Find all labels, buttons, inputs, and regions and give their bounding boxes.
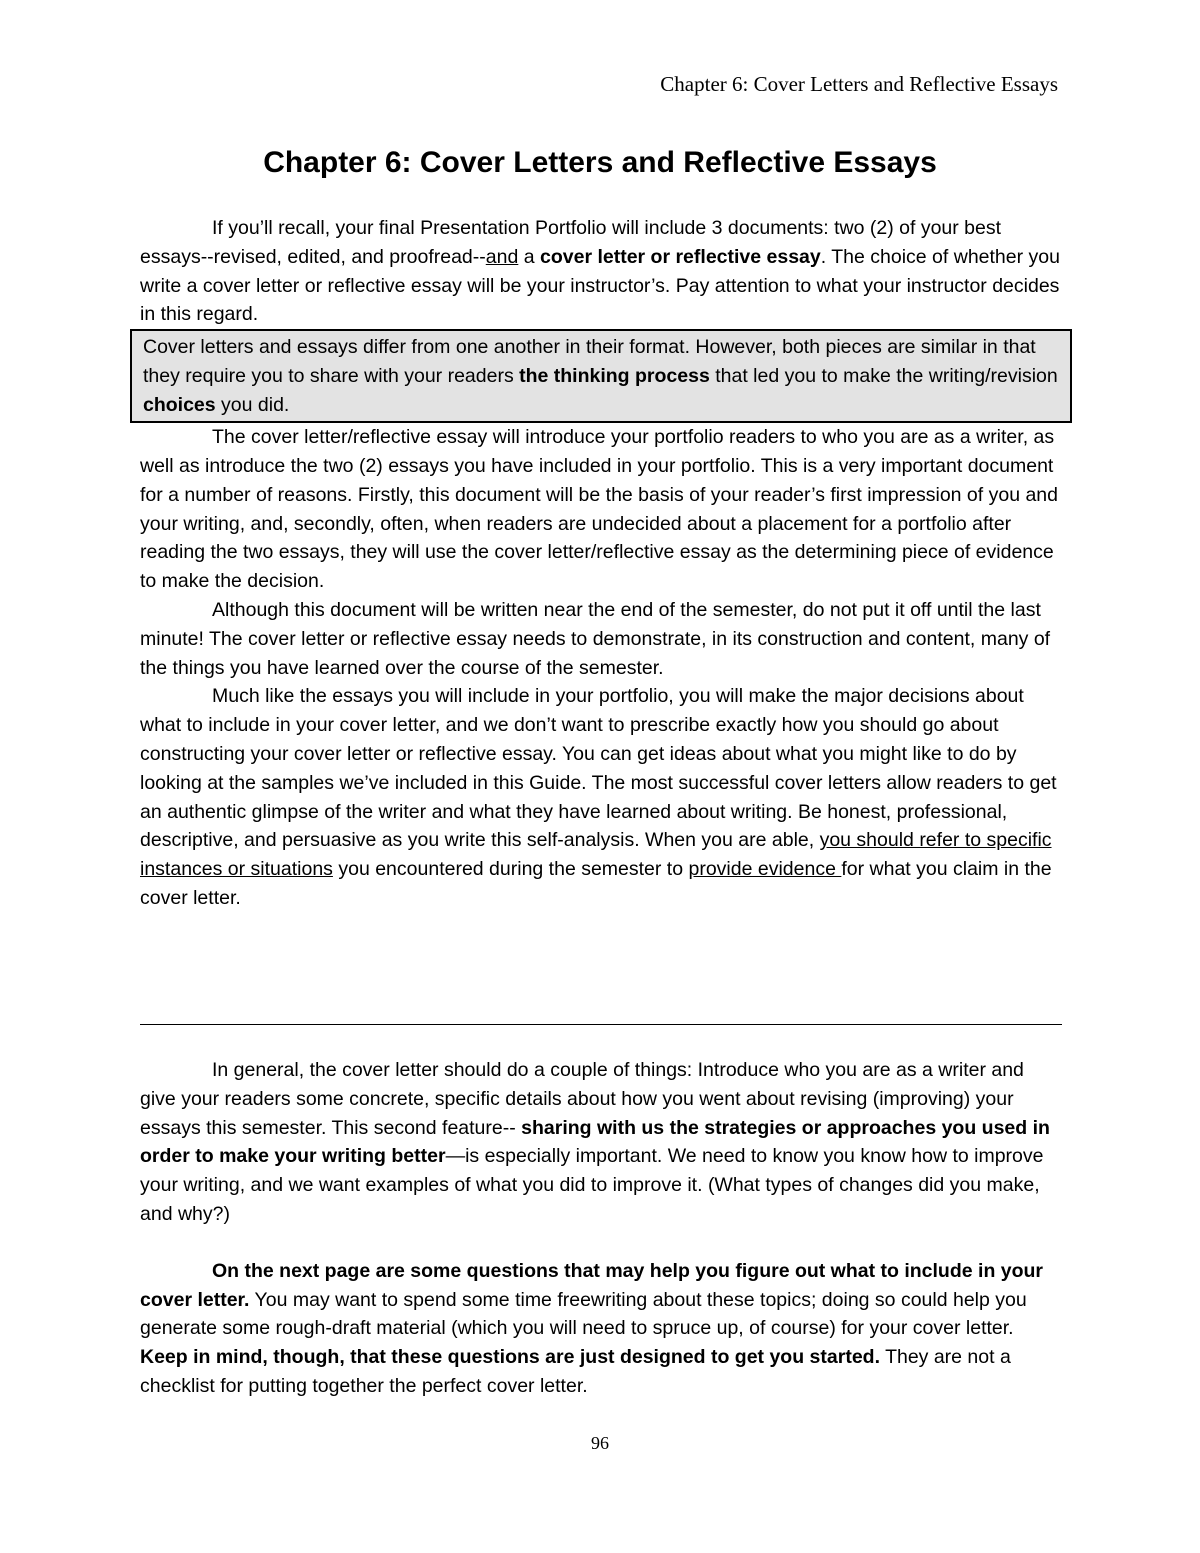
callout-text-1: Cover letters and essays differ from one another in their format. However, both pieces are similar in that they require you to share with your readers	[143, 336, 1036, 388]
callout-text-3: you did.	[215, 394, 290, 417]
decisions-paragraph	[140, 682, 1065, 912]
intro-text-3: . The choice of whether you write a cover letter or reflective essay will be your instructor’s. Pay attention to what your instructor decides in this regard.	[140, 245, 1060, 326]
callout-bold-choices: choices	[143, 394, 216, 417]
chapter-title: Chapter 6: Cover Letters and Reflective Essays	[263, 146, 937, 179]
next-page-paragraph	[140, 1257, 1065, 1401]
intro-paragraph	[140, 214, 1065, 329]
general-text-2: —is especially important. We need to know you know how to improve your writing, and we want examples of what you did to improve it. (What types of changes did you make, and why?)	[140, 1145, 1044, 1225]
lower-body	[140, 1056, 1065, 1401]
intro-text-2: a	[518, 245, 540, 268]
next-page-text-1: You may want to spend some time freewriting about these topics; doing so could help you generate some rough-draft material (which you will need to spruce up, of course) for your cover letter.	[140, 1288, 1027, 1340]
intro-underline-and: and	[485, 245, 519, 268]
horizontal-divider	[140, 1024, 1062, 1025]
importance-paragraph: The cover letter/reflective essay will introduce your portfolio readers to who you are as a writer, as well as introduce the two (2) essays you have included in your portfolio. This is a very important document for a number of reasons. Firstly, this document will be the basis of your reader’s first impression of you and your writing, and, secondly, often, when readers are undecided about a placement for a portfolio after reading the two essays, they will use the cover letter/reflective essay as the determining piece of evidence to make the decision.	[140, 426, 1058, 593]
intro-bold-cover-letter: cover letter or reflective essay	[540, 245, 821, 268]
decisions-text-2: you encountered during the semester to	[332, 858, 689, 881]
running-header: Chapter 6: Cover Letters and Reflective Essays	[660, 72, 1058, 96]
general-bold-strategies: sharing with us the strategies or approaches you used in order to make your writing better	[140, 1116, 1050, 1168]
decisions-underline-evidence: provide evidence	[688, 858, 842, 881]
upper-body	[140, 214, 1065, 913]
general-text-1: In general, the cover letter should do a couple of things: Introduce who you are as a writer and give your readers some concrete, specific details about how you went about revising (improving) your essays this semester. This second feature--	[140, 1059, 1024, 1139]
decisions-text-3: for what you claim in the cover letter.	[140, 858, 1052, 909]
callout-text-2: that led you to make the writing/revision	[709, 365, 1058, 388]
callout-bold-thinking-process: the thinking process	[519, 365, 710, 388]
highlight-callout-box	[130, 329, 1072, 423]
page-number: 96	[591, 1433, 609, 1453]
next-page-bold-keep-in-mind: Keep in mind, though, that these questions are just designed to get you started.	[140, 1346, 880, 1369]
general-paragraph	[140, 1056, 1065, 1229]
next-page-bold-lead: On the next page are some questions that may help you figure out what to include in your cover letter.	[140, 1259, 1044, 1311]
intro-text-1: If you’ll recall, your final Presentation Portfolio will include 3 documents: two (2) of your best essays--revised, edited, and proofread--	[140, 217, 1002, 268]
decisions-text-1: Much like the essays you will include in your portfolio, you will make the major decisions about what to include in your cover letter, and we don’t want to prescribe exactly how you should go about constructing your cover letter or reflective essay. You can get ideas about what you might like to do by looking at the samples we’ve included in this Guide. The most successful cover letters allow readers to get an authentic glimpse of the writer and what they have learned about writing. Be honest, professional, descriptive, and persuasive as you write this self-analysis. When you are able,	[140, 685, 1057, 852]
decisions-underline-specific: you should refer to specific instances or situations	[140, 829, 1052, 881]
timing-paragraph: Although this document will be written near the end of the semester, do not put it off until the last minute! The cover letter or reflective essay needs to demonstrate, in its construction and content, many of the things you have learned over the course of the semester.	[140, 598, 1051, 679]
next-page-text-2: They are not a checklist for putting together the perfect cover letter.	[140, 1346, 1011, 1397]
